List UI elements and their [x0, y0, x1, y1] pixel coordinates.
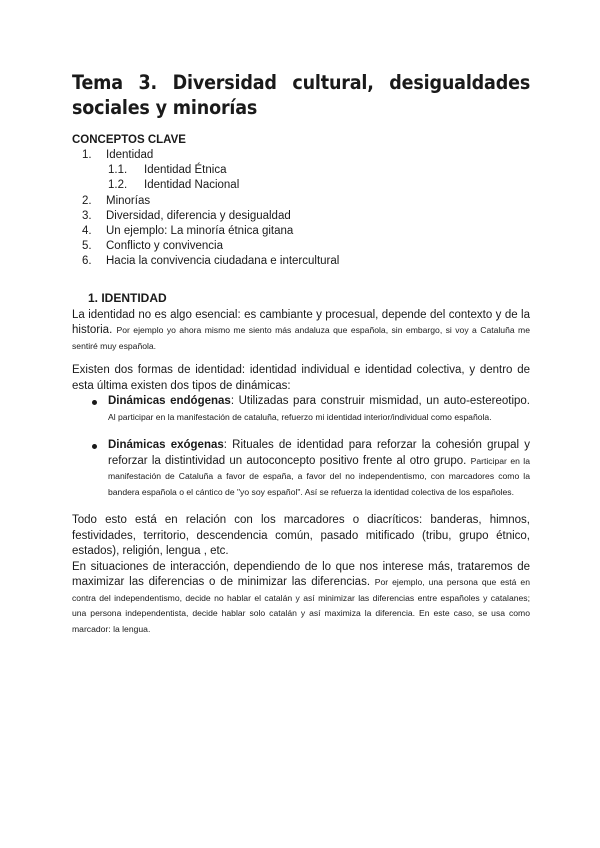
section-heading: 1. IDENTIDAD — [88, 290, 167, 305]
list-item: 1.1. Identidad Étnica — [108, 164, 227, 177]
list-item: 4. Un ejemplo: La minoría étnica gitana — [82, 225, 294, 238]
list-item: 3. Diversidad, diferencia y desigualdad — [82, 209, 291, 222]
document-body — [72, 133, 530, 637]
list-item: 5. Conflicto y convivencia — [82, 240, 223, 253]
list-item: Dinámicas endógenas: Utilizadas para construir mismidad, un auto-estereotipo. Al participar en la manifestación de cataluña, refuerzo mi identidad interior/individual como española. — [92, 394, 530, 425]
list-item: 6. Hacia la convivencia ciudadana e intercultural — [82, 255, 340, 268]
paragraph-interaction: En situaciones de interacción, dependiendo de lo que nos interese más, trataremos de maximizar las diferencias o de minimizar las diferencias. Por ejemplo, una persona que está en contra del independentismo, decide no hablar el catalán y así minimizar las diferencias entre españoles y catalanes; una persona independentista, decide hablar solo catalán y así maximiza la diferencia. En este caso, se usa como marcador: la lengua. — [72, 560, 530, 634]
example-note: Por ejemplo, una persona que está en contra del independentismo, decide no hablar el catalán y así minimizar las diferencias entre españoles y catalanes; una persona independentista, decide hablar solo catalán y así maximiza la diferencia. En este caso, se usa como marcador: la lengua. — [72, 577, 530, 634]
bullet-icon — [92, 400, 97, 405]
list-item: 2. Minorías — [82, 194, 151, 207]
list-item: 1. Identidad — [82, 149, 154, 161]
example-note: Participar en la manifestación de Cataluña a favor de españa, a favor del no independentismo, con marcadores como la bandera española o el cántico de "yo soy español". Así se refuerza la identidad colectiva de los españoles. — [108, 455, 530, 497]
example-note: Por ejemplo yo ahora mismo me siento más andaluza que española, sin embargo, si voy a Cataluña me sentiré muy española. — [72, 325, 530, 351]
example-note: Al participar en la manifestación de cataluña, refuerzo mi identidad interior/individual como española. — [108, 411, 492, 422]
list-item: 1.2. Identidad Nacional — [108, 179, 240, 192]
paragraph-forms: Existen dos formas de identidad: identidad individual e identidad colectiva, y dentro de esta última existen dos tipos de dinámicas: — [72, 364, 530, 392]
paragraph-markers: Todo esto está en relación con los marcadores o diacríticos: banderas, himnos, festividades, territorio, descendencia común, pasado mitificado (tribu, grupo étnico, estados), religión, lengua , etc. — [72, 514, 530, 558]
bullet-icon — [92, 444, 97, 449]
list-item: Dinámicas exógenas: Rituales de identidad para reforzar la cohesión grupal y reforzar la distintividad un autoconcepto positivo frente al otro grupo. Participar en la manifestación de Cataluña a favor de españa, a favor del no independentismo, con marcadores como la bandera española o el cántico de "yo soy español". Así se refuerza la identidad colectiva de los españoles. — [92, 438, 530, 500]
key-concepts-heading: CONCEPTOS CLAVE — [72, 134, 186, 146]
paragraph-identity: La identidad no es algo esencial: es cambiante y procesual, depende del contexto y de la historia. Por ejemplo yo ahora mismo me siento más andaluza que española, sin embargo, si voy a Cataluña me sentiré muy española. — [72, 308, 530, 351]
page-title: Tema 3. Diversidad cultural, desigualdades sociales y minorías — [72, 71, 531, 119]
dynamics-list — [72, 394, 530, 500]
key-concepts-list — [72, 148, 530, 270]
